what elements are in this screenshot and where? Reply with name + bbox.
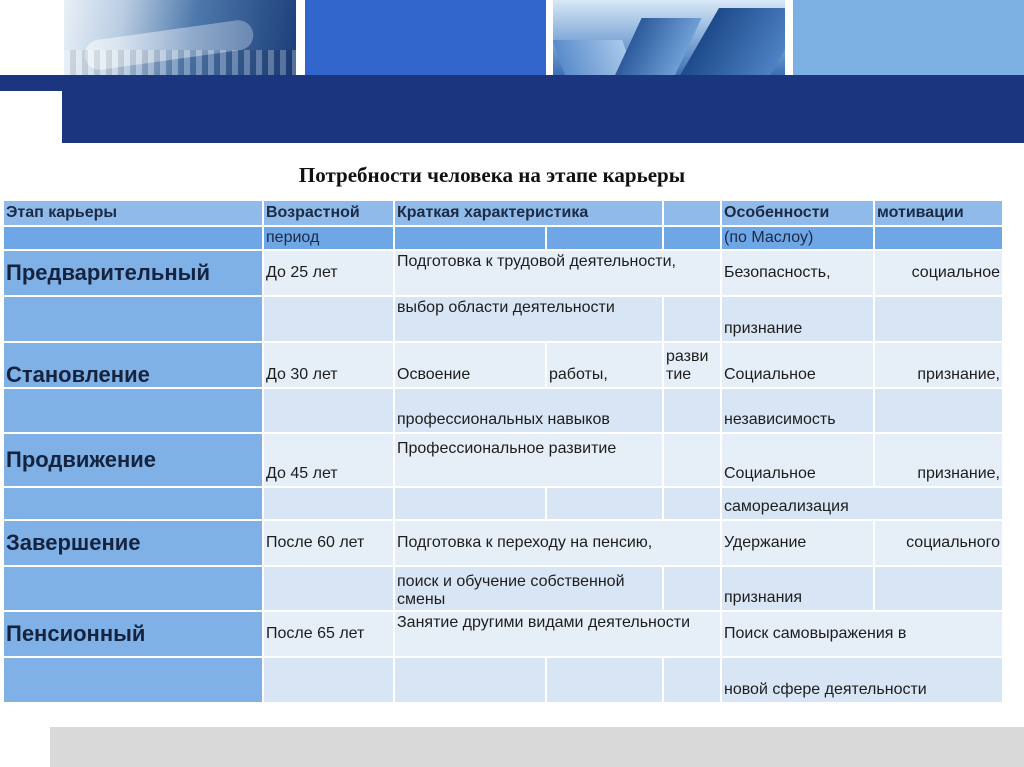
table-row	[4, 521, 1002, 565]
header-features: Особенности	[722, 201, 873, 225]
empty-cell	[875, 567, 1002, 610]
age-cell: До 45 лет	[264, 434, 393, 486]
description-cell: Подготовка к трудовой деятельности,	[395, 251, 720, 295]
age-cell	[264, 389, 393, 432]
needs-cell: новой сфере деятельности	[722, 658, 1002, 702]
needs-cell: социального	[875, 521, 1002, 565]
description-cell: выбор области деятельности	[395, 297, 662, 341]
header-empty	[664, 201, 720, 225]
age-cell	[264, 658, 393, 702]
age-cell	[264, 297, 393, 341]
age-cell: До 30 лет	[264, 343, 393, 387]
banner-light-block	[793, 0, 1024, 75]
footer-bar	[50, 727, 1024, 767]
stage-cell	[4, 488, 262, 519]
description-cell: Профессиональное развитие	[395, 434, 662, 486]
stage-cell	[4, 389, 262, 432]
subheader-empty	[875, 227, 1002, 249]
empty-cell	[547, 488, 662, 519]
needs-cell: Удержание	[722, 521, 873, 565]
table-subheader-row	[4, 227, 1002, 249]
table-row	[4, 297, 1002, 341]
description-cell: Занятие другими видами деятельности	[395, 612, 720, 656]
needs-cell: Социальное	[722, 343, 873, 387]
subheader-empty	[4, 227, 262, 249]
needs-cell: независимость	[722, 389, 873, 432]
subheader-empty	[664, 227, 720, 249]
subheader-empty	[547, 227, 662, 249]
needs-cell: признания	[722, 567, 873, 610]
empty-cell	[875, 389, 1002, 432]
needs-cell: самореализация	[722, 488, 1002, 519]
empty-cell	[664, 567, 720, 610]
table-row	[4, 434, 1002, 486]
stage-cell: Пенсионный	[4, 612, 262, 656]
age-cell: После 60 лет	[264, 521, 393, 565]
table-row	[4, 488, 1002, 519]
navy-title-bar	[62, 91, 1024, 143]
table-row	[4, 612, 1002, 656]
needs-cell: Безопасность,	[722, 251, 873, 295]
age-cell	[264, 488, 393, 519]
needs-cell: Социальное	[722, 434, 873, 486]
table-header-row	[4, 201, 1002, 225]
needs-cell: социальное	[875, 251, 1002, 295]
empty-cell	[875, 297, 1002, 341]
header-banner	[0, 0, 1024, 75]
needs-cell: признание	[722, 297, 873, 341]
stage-cell	[4, 658, 262, 702]
empty-cell	[664, 389, 720, 432]
table-row	[4, 658, 1002, 702]
needs-cell: признание,	[875, 343, 1002, 387]
table-row	[4, 343, 1002, 387]
navy-stripe	[0, 75, 1024, 91]
stage-cell: Продвижение	[4, 434, 262, 486]
slide-title: Потребности человека на этапе карьеры	[298, 163, 686, 187]
table-row	[4, 251, 1002, 295]
table-row	[4, 567, 1002, 610]
description-cell: профессиональных навыков	[395, 389, 662, 432]
age-cell	[264, 567, 393, 610]
description-cell: работы,	[547, 343, 662, 387]
header-description: Краткая характеристика	[395, 201, 662, 225]
subheader-age: период	[264, 227, 393, 249]
empty-cell	[664, 297, 720, 341]
needs-cell: Поиск самовыражения в	[722, 612, 1002, 656]
keyboard-photo	[64, 0, 296, 75]
description-cell: разви тие	[664, 343, 720, 387]
stage-cell	[4, 297, 262, 341]
subheader-empty	[395, 227, 545, 249]
stage-cell: Становление	[4, 343, 262, 387]
empty-cell	[395, 488, 545, 519]
buildings-photo	[553, 0, 785, 75]
stage-cell: Предварительный	[4, 251, 262, 295]
header-stage: Этап карьеры	[4, 201, 262, 225]
empty-cell	[395, 658, 545, 702]
career-needs-table	[2, 199, 1004, 704]
needs-cell: признание,	[875, 434, 1002, 486]
empty-cell	[664, 434, 720, 486]
banner-blue-block	[305, 0, 546, 75]
header-motivation: мотивации	[875, 201, 1002, 225]
subheader-features: (по Маслоу)	[722, 227, 873, 249]
description-cell: Освоение	[395, 343, 545, 387]
header-age: Возрастной	[264, 201, 393, 225]
empty-cell	[664, 658, 720, 702]
empty-cell	[664, 488, 720, 519]
description-cell: Подготовка к переходу на пенсию,	[395, 521, 720, 565]
description-cell: поиск и обучение собственной смены	[395, 567, 662, 610]
age-cell: После 65 лет	[264, 612, 393, 656]
stage-cell: Завершение	[4, 521, 262, 565]
age-cell: До 25 лет	[264, 251, 393, 295]
stage-cell	[4, 567, 262, 610]
table-row	[4, 389, 1002, 432]
empty-cell	[547, 658, 662, 702]
